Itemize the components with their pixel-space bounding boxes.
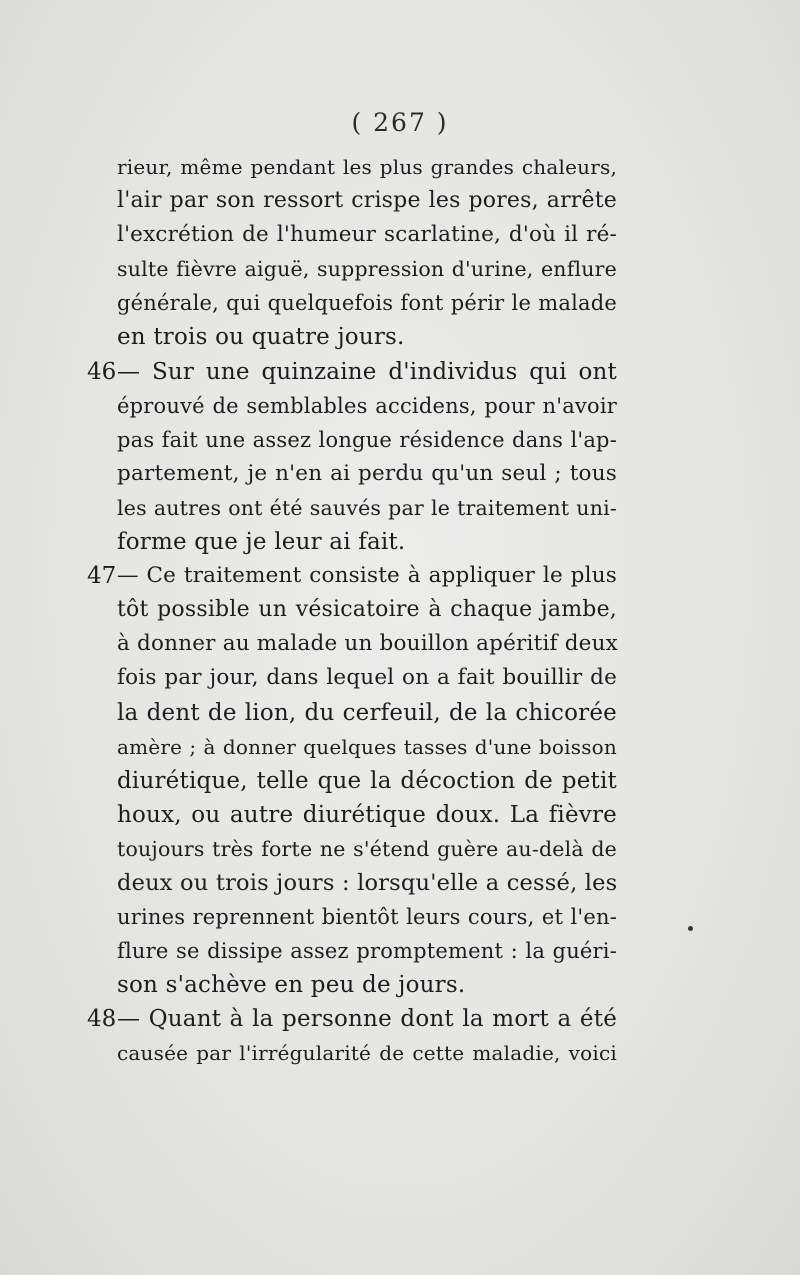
paragraph-number: 46 xyxy=(87,358,117,385)
text-line: la dent de lion, du cerfeuil, de la chicorée xyxy=(117,699,617,726)
ink-speck xyxy=(688,926,693,931)
paragraph-48 xyxy=(87,1002,617,1070)
text-line: causée par l'irrégularité de cette maladie, voici xyxy=(117,1041,617,1066)
paragraph-number: 48 xyxy=(87,1006,117,1033)
text-line: houx, ou autre diurétique doux. La fièvre xyxy=(117,801,617,828)
text-line: diurétique, telle que la décoction de petit xyxy=(117,767,617,794)
text-line: l'excrétion de l'humeur scarlatine, d'où il ré- xyxy=(117,222,617,248)
text-line: — Ce traitement consiste à appliquer le plus xyxy=(117,563,617,589)
text-line: rieur, même pendant les plus grandes chaleurs, xyxy=(117,155,617,179)
text-line: amère ; à donner quelques tasses d'une boisson xyxy=(117,734,617,759)
text-line: flure se dissipe assez promptement : la guéri- xyxy=(117,939,617,964)
text-line: générale, qui quelquefois font périr le malade xyxy=(117,291,617,316)
text-line: forme que je leur ai fait. xyxy=(117,529,406,556)
text-line: deux ou trois jours : lorsqu'elle a cessé, les xyxy=(117,869,618,896)
paragraph-46 xyxy=(87,355,617,560)
page-number: ( 267 ) xyxy=(351,108,449,137)
text-line: à donner au malade un bouillon apéritif deux xyxy=(117,631,618,657)
body-text xyxy=(87,150,618,1071)
paragraph-47 xyxy=(87,559,618,1002)
text-line: — Sur une quinzaine d'individus qui ont xyxy=(117,358,617,385)
text-line: — Quant à la personne dont la mort a été xyxy=(117,1006,617,1033)
text-line: sulte fièvre aiguë, suppression d'urine, enflure xyxy=(117,257,617,282)
text-line: l'air par son ressort crispe les pores, arrête xyxy=(117,188,617,214)
text-line: pas fait une assez longue résidence dans l'ap- xyxy=(117,427,617,452)
text-line: en trois ou quatre jours. xyxy=(117,324,405,351)
text-line: fois par jour, dans lequel on a fait bouillir de xyxy=(117,665,617,691)
text-line: éprouvé de semblables accidens, pour n'avoir xyxy=(117,393,617,418)
text-line: toujours très forte ne s'étend guère au-delà de xyxy=(117,836,617,861)
text-line: les autres ont été sauvés par le traitement uni- xyxy=(117,495,617,520)
text-line: urines reprennent bientôt leurs cours, et l'en- xyxy=(117,905,617,930)
text-line: tôt possible un vésicatoire à chaque jambe, xyxy=(117,597,617,623)
text-line: partement, je n'en ai perdu qu'un seul ; tous xyxy=(117,460,617,486)
intro-paragraph xyxy=(117,150,617,355)
paragraph-number: 47 xyxy=(87,563,117,590)
text-line: son s'achève en peu de jours. xyxy=(117,972,466,999)
